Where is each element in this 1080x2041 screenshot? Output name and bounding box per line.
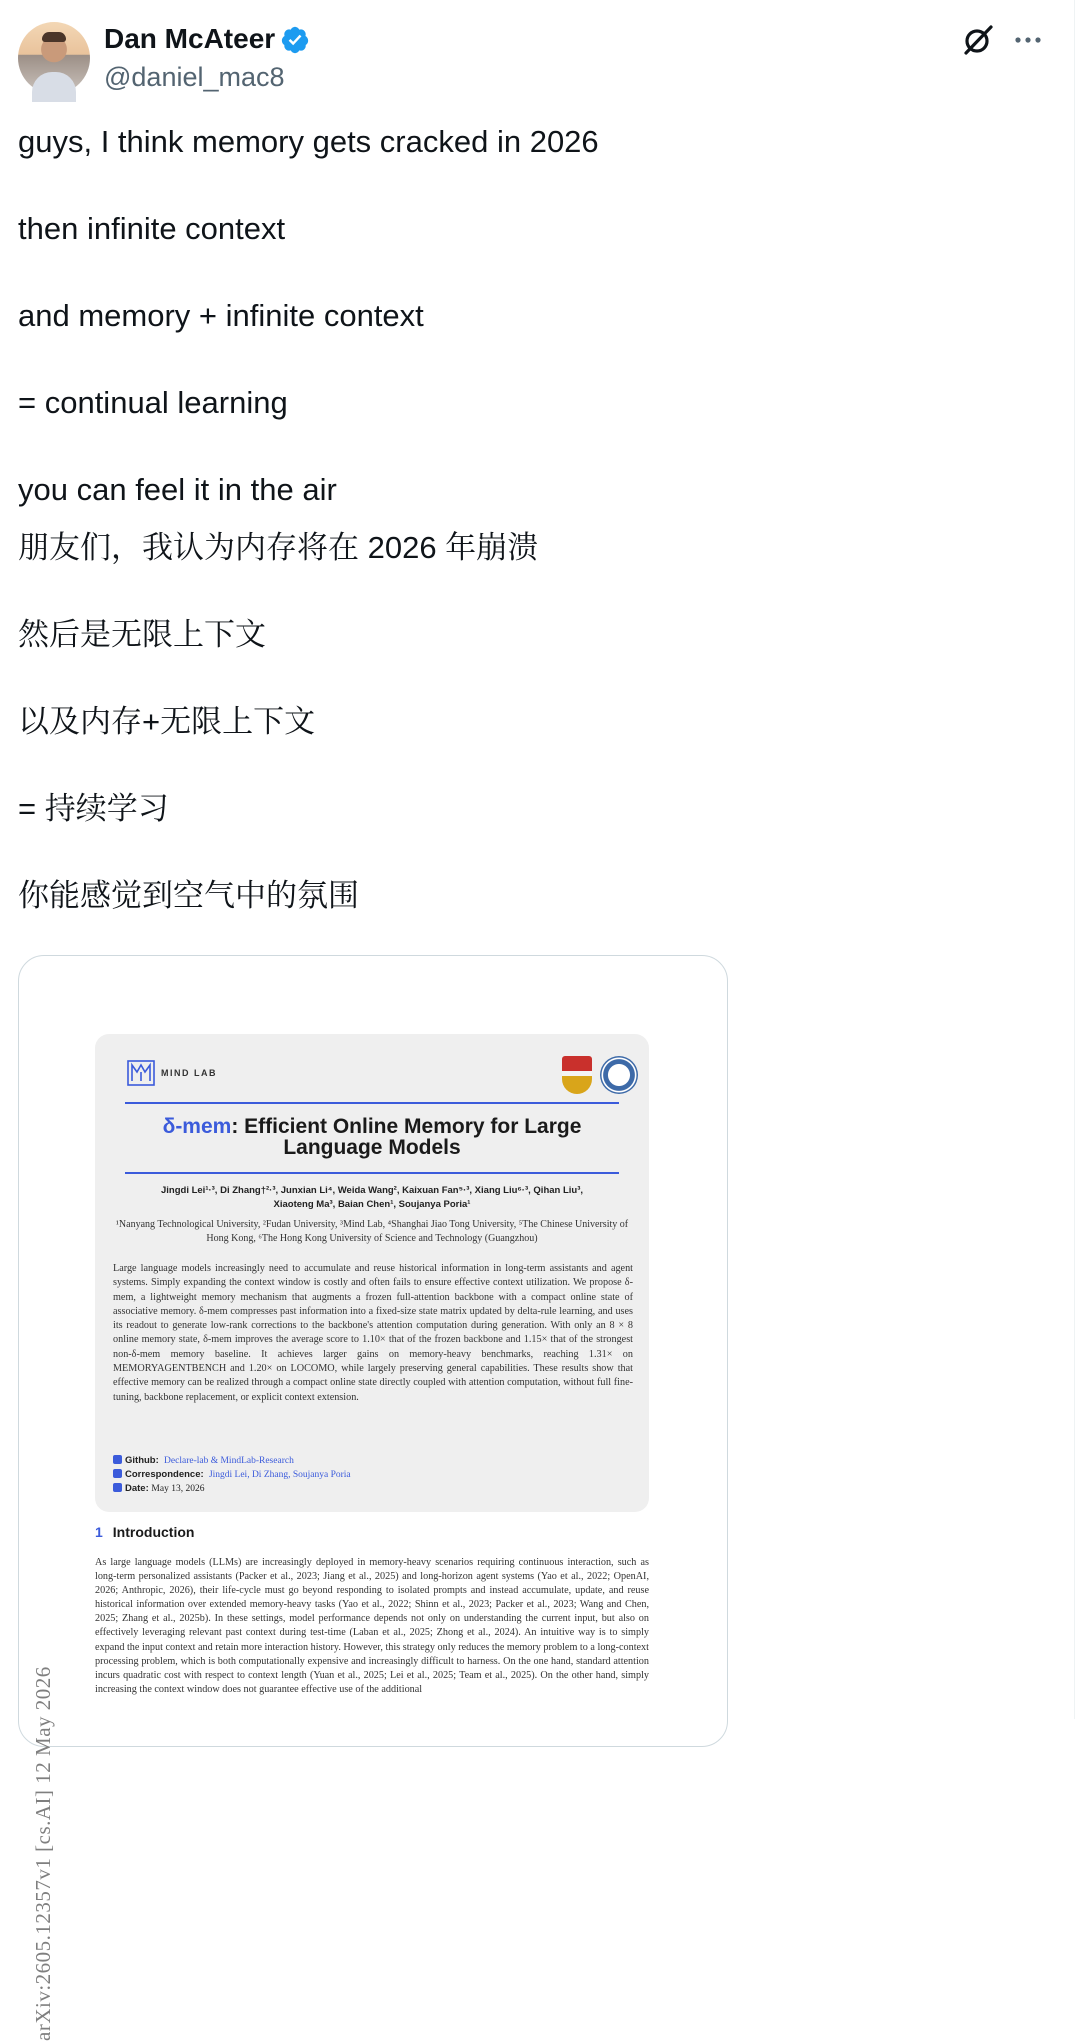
date-line: Date: May 13, 2026 <box>113 1482 204 1496</box>
title-rule-top <box>125 1102 619 1104</box>
intro-paragraph: As large language models (LLMs) are increasingly deployed in memory-heavy scenarios requiring continuous interaction, such as long-term personalized assistants (Packer et al., 2023; Jiang et al., 2025) and long-horizon agent systems (Yao et al., 2022; OpenAI, 2026; Anthropic, 2026), their life-cycle must go beyond responding to isolated prompts and instead accumulate, update, and reuse historical information over extended memory-heavy tasks (Yao et al., 2022; Shinn et al., 2023; Packer et al., 2023; Wang and Chen, 2025; Zhang et al., 2025b). In these settings, model performance depends not only on understanding the current input, but also on effectively leveraging relevant past context during test-time (Laban et al., 2025; Zhong et al., 2024). An intuitive way is to simply expand the input context and retain more interaction history. However, this strategy only reduces the memory problem to a long-context processing problem, which is both computationally expensive and increasingly difficult to harness. On the one hand, standard attention incurs quadratic cost with respect to context length (Yuan et al., 2025; Lei et al., 2025; Team et al., 2025). On the other hand, simply increasing the context window does not guarantee effective use of the additional <box>95 1557 649 1695</box>
mind-lab-logo-icon <box>127 1060 155 1086</box>
tweet-text-line: you can feel it in the air <box>18 472 337 507</box>
verified-badge-icon <box>280 25 310 55</box>
paper-authors: Jingdi Lei¹·³, Di Zhang†²·³, Junxian Li⁴, Weida Wang², Kaixuan Fan⁵·³, Xiang Liu⁶·³, Qihan Liu³, Xiaoteng Ma³, Baian Chen¹, Soujanya Poria¹ <box>160 1185 584 1210</box>
tweet-text-line: = continual learning <box>18 385 288 420</box>
tweet-text-line: then infinite context <box>18 211 286 246</box>
correspondence-line: Correspondence: Jingdi Lei, Di Zhang, Soujanya Poria <box>113 1468 351 1482</box>
university-crest-icon <box>562 1056 592 1094</box>
grok-icon[interactable] <box>960 22 996 58</box>
paper-title: δ-mem: Efficient Online Memory for Large Language Models <box>162 1115 582 1159</box>
column-divider <box>1074 0 1075 1719</box>
tweet-translation-line: 朋友们，我认为内存将在 2026 年崩溃 <box>18 530 539 565</box>
user-handle[interactable]: @daniel_mac8 <box>104 62 285 92</box>
tweet-translation-line: 你能感觉到空气中的氛围 <box>18 878 359 913</box>
mail-icon <box>113 1469 122 1478</box>
avatar[interactable] <box>18 22 90 94</box>
calendar-icon <box>113 1483 122 1492</box>
paper-abstract: Large language models increasingly need to accumulate and reuse historical information in long-term assistants and agent systems. Simply expanding the context window is costly and often fails to ensure effective context utilization. We propose δ-mem, a lightweight memory mechanism that augments a frozen full-attention backbone with a compact online state of associative memory. δ-mem compresses past information into a fixed-size state matrix updated by delta-rule learning, and uses its readout to generate low-rank corrections to the backbone's attention computation during generation. With only an 8 × 8 online memory state, δ-mem improves the average score to 1.10× that of the frozen backbone and 1.15× that of the strongest non-δ-mem memory baseline. It achieves larger gains on memory-heavy benchmarks, reaching 1.31× on MEMORYAGENTBENCH and 1.20× on LOCOMO, while largely preserving general capabilities. These results show that effective memory can be realized through a compact online state directly coupled with attention computation, without full fine-tuning, backbone replacement, or explicit context extension. <box>113 1263 633 1403</box>
intro-heading: 1 Introduction <box>95 1524 195 1540</box>
tweet-text-line: guys, I think memory gets cracked in 2026 <box>18 124 599 159</box>
tweet-text-line: and memory + infinite context <box>18 298 424 333</box>
display-name[interactable]: Dan McAteer <box>104 23 276 54</box>
tweet-translation-line: = 持续学习 <box>18 791 169 826</box>
paper-affiliations: ¹Nanyang Technological University, ²Fudan University, ³Mind Lab, ⁴Shanghai Jiao Tong University, ⁵The Chinese University of Hong Kong, ⁶The Hong Kong University of Science and Technology (Guangzhou) <box>115 1219 629 1244</box>
github-icon <box>113 1455 122 1464</box>
tweet-translation-line: 然后是无限上下文 <box>18 617 266 652</box>
lab-name: MIND LAB <box>161 1068 217 1078</box>
tweet-translation-line: 以及内存+无限上下文 <box>18 704 316 739</box>
university-seal-icon <box>600 1056 638 1094</box>
more-options-icon[interactable] <box>1012 26 1044 54</box>
title-rule-bottom <box>125 1172 619 1174</box>
tweet-media-image[interactable]: arXiv:2605.12357v1 [cs.AI] 12 May 2026 MIND LAB δ-mem: Efficient Online Memory for Large Language Models Jingdi Lei¹·³, Di Zhang†²·³, Junxian Li⁴, Weida Wang², Kaixuan Fan⁵·³, Xiang Liu⁶·³, Qihan Liu³, Xiaoteng Ma³, Baian Chen¹, Soujanya Poria¹ ¹Nanyang Technological University, ²Fudan University, ³Mind Lab, ⁴Shanghai Jiao Tong University, ⁵The Chinese University of Hong Kong, ⁶The Hong Kong University of Science and Technology (Guangzhou) Large language models increasingly need to accumulate and reuse historical information in long-term assistants and agent systems. Simply expanding the context window is costly and often fails to ensure effective context utilization. We propose δ-mem, a lightweight memory mechanism that augments a frozen full-attention backbone with a compact online state of associative memory. δ-mem compresses past information into a fixed-size state matrix updated by delta-rule learning, and uses its readout to generate low-rank corrections to the backbone's attention computation during generation. With only an 8 × 8 online memory state, δ-mem improves the average score to 1.10× that of the frozen backbone and 1.15× that of the strongest non-δ-mem memory baseline. It achieves larger gains on memory-heavy benchmarks, reaching 1.31× on MEMORYAGENTBENCH and 1.20× on LOCOMO, while largely preserving general capabilities. These results show that effective memory can be realized through a compact online state directly coupled with attention computation, without full fine-tuning, backbone replacement, or explicit context extension. Github: Declare-lab & MindLab-Research Correspondence: Jingdi Lei, Di Zhang, Soujanya Poria Date: May 13, 2026 1 Introduction As large language models (LLMs) are increasingly deployed in memory-heavy scenarios requiring continuous interaction, such as long-term personalized assistants (Packer et al., 2023; Jiang et al., 2025) and long-horizon agent systems (Yao et al., 2022; OpenAI, 2026; Anthropic, 2026), their life-cycle must go beyond responding to isolated prompts and instead accumulate, update, and reuse historical information over extended memory-heavy tasks (Yao et al., 2022; Shinn et al., 2023; Packer et al., 2023; Wang and Chen, 2025; Zhang et al., 2025b). In these settings, model performance depends not only on understanding the current input, but also on effectively leveraging relevant past context during test-time (Laban et al., 2025; Zhong et al., 2024). An intuitive way is to simply expand the input context and retain more interaction history. However, this strategy only reduces the memory problem to a long-context processing problem, which is both computationally expensive and increasingly difficult to harness. On the one hand, standard attention incurs quadratic cost with respect to context length (Yuan et al., 2025; Lei et al., 2025; Team et al., 2025). On the other hand, simply increasing the context window does not guarantee effective use of the additional <box>18 955 728 1747</box>
github-line: Github: Declare-lab & MindLab-Research <box>113 1454 294 1468</box>
paper-header-box <box>95 1034 649 1512</box>
